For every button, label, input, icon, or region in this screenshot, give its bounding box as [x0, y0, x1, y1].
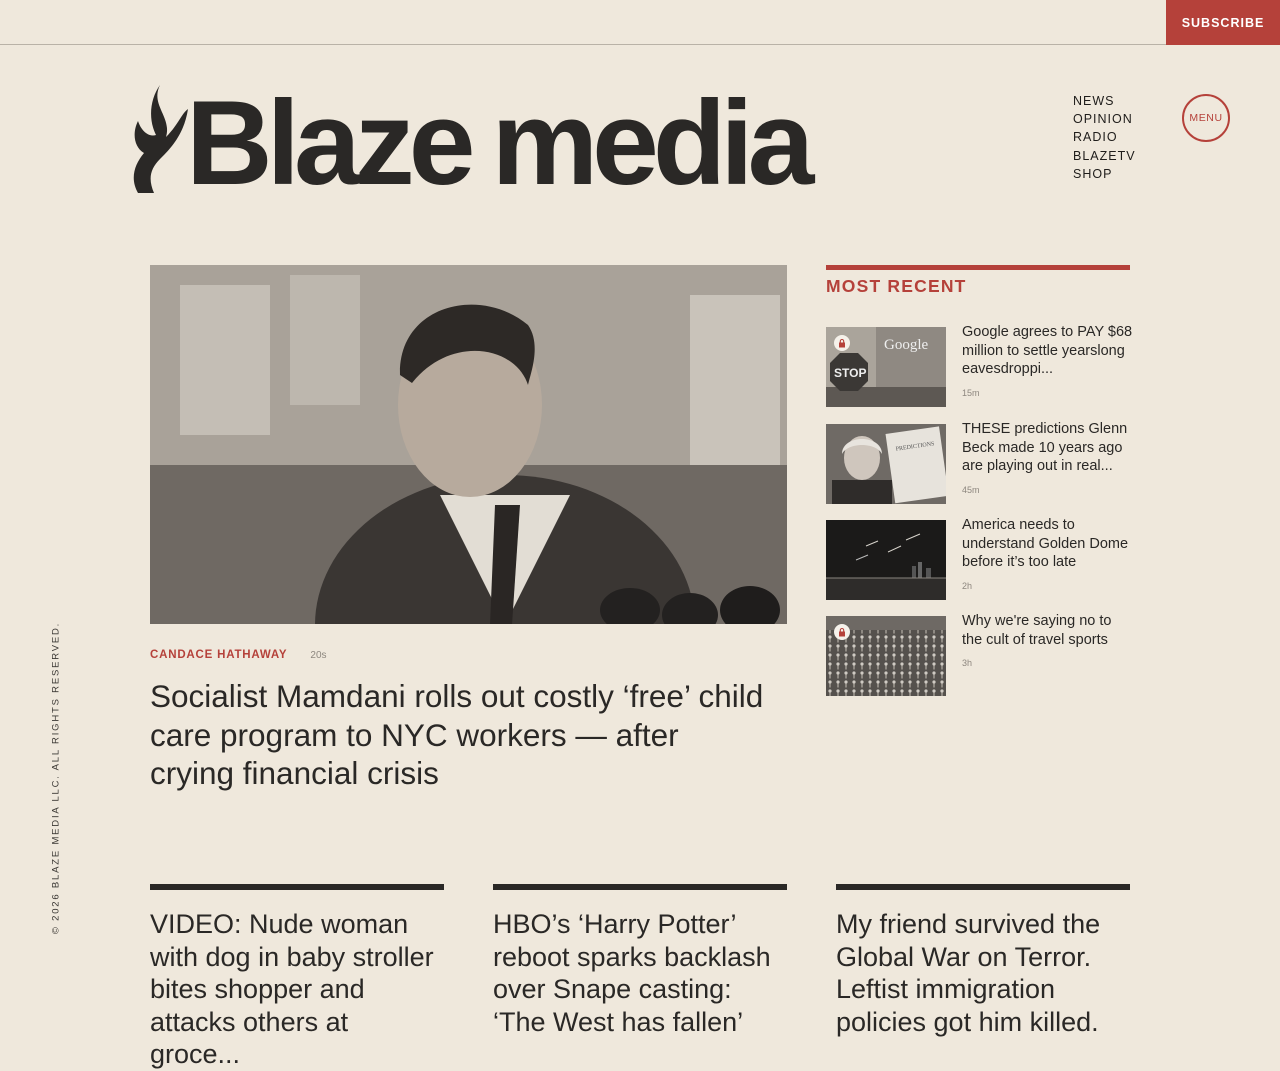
- recent-item[interactable]: [826, 613, 1136, 696]
- card-rule: [150, 884, 444, 890]
- recent-item-time: 3h: [962, 658, 973, 668]
- menu-button[interactable]: MENU: [1182, 94, 1230, 142]
- recent-item-time: 15m: [962, 388, 980, 398]
- story-card[interactable]: [493, 884, 787, 1038]
- recent-item-time: 45m: [962, 485, 980, 495]
- top-bar: [0, 0, 1280, 45]
- recent-item-title[interactable]: Google agrees to PAY $68 million to settle yearslong eavesdroppi...: [962, 324, 1133, 378]
- recent-item-title[interactable]: Why we're saying no to the cult of travel sports: [962, 613, 1112, 648]
- svg-text:STOP: STOP: [834, 366, 867, 380]
- svg-text:Google: Google: [884, 337, 929, 353]
- most-recent-rule: [826, 265, 1130, 270]
- recent-item-title[interactable]: THESE predictions Glenn Beck made 10 years ago are playing out in real...: [962, 421, 1128, 475]
- flame-icon: [130, 83, 192, 195]
- recent-item-time: 2h: [962, 581, 973, 591]
- hero-image[interactable]: [150, 265, 787, 624]
- recent-item[interactable]: [826, 324, 1136, 407]
- nav-item-opinion[interactable]: OPINION: [1073, 112, 1133, 127]
- recent-thumbnail[interactable]: [826, 520, 946, 600]
- card-title[interactable]: My friend survived the Global War on Terror. Leftist immigration policies got him killed.: [836, 909, 1101, 1037]
- nav-item-radio[interactable]: RADIO: [1073, 130, 1118, 145]
- recent-item-title[interactable]: America needs to understand Golden Dome before it’s too late: [962, 517, 1129, 571]
- lock-icon: [834, 624, 850, 640]
- nav-item-shop[interactable]: SHOP: [1073, 166, 1113, 181]
- main-nav: [1073, 92, 1136, 183]
- author-link[interactable]: CANDACE HATHAWAY: [150, 649, 288, 661]
- card-rule: [836, 884, 1130, 890]
- card-title[interactable]: VIDEO: Nude woman with dog in baby stroller bites shopper and attacks others at groce...: [150, 909, 434, 1069]
- recent-thumbnail[interactable]: [826, 327, 946, 407]
- most-recent-heading: MOST RECENT: [826, 276, 967, 296]
- recent-item[interactable]: [826, 421, 1136, 504]
- card-rule: [493, 884, 787, 890]
- copyright-notice: © 2026 BLAZE MEDIA LLC. ALL RIGHTS RESERVED.: [50, 621, 62, 935]
- story-card[interactable]: [150, 884, 444, 1071]
- timestamp: 20s: [310, 649, 327, 661]
- subscribe-button[interactable]: SUBSCRIBE: [1166, 0, 1280, 45]
- recent-thumbnail[interactable]: [826, 424, 946, 504]
- nav-item-blazetv[interactable]: BLAZETV: [1073, 148, 1136, 163]
- logo-word-media: media: [491, 76, 809, 210]
- svg-text:PREDICTIONS: PREDICTIONS: [895, 441, 935, 453]
- blaze-media-logo[interactable]: [130, 76, 809, 210]
- lock-icon: [834, 335, 850, 351]
- card-title[interactable]: HBO’s ‘Harry Potter’ reboot sparks backlash over Snape casting: ‘The West has fallen’: [493, 909, 771, 1037]
- story-card[interactable]: [836, 884, 1130, 1038]
- logo-word-blaze: Blaze: [186, 76, 470, 210]
- recent-item[interactable]: [826, 517, 1136, 600]
- hero-meta: [150, 649, 327, 661]
- recent-thumbnail[interactable]: [826, 616, 946, 696]
- hero-headline[interactable]: Socialist Mamdani rolls out costly ‘free’ child care program to NYC workers — after crying financial crisis: [150, 678, 764, 791]
- nav-item-news[interactable]: NEWS: [1073, 94, 1115, 108]
